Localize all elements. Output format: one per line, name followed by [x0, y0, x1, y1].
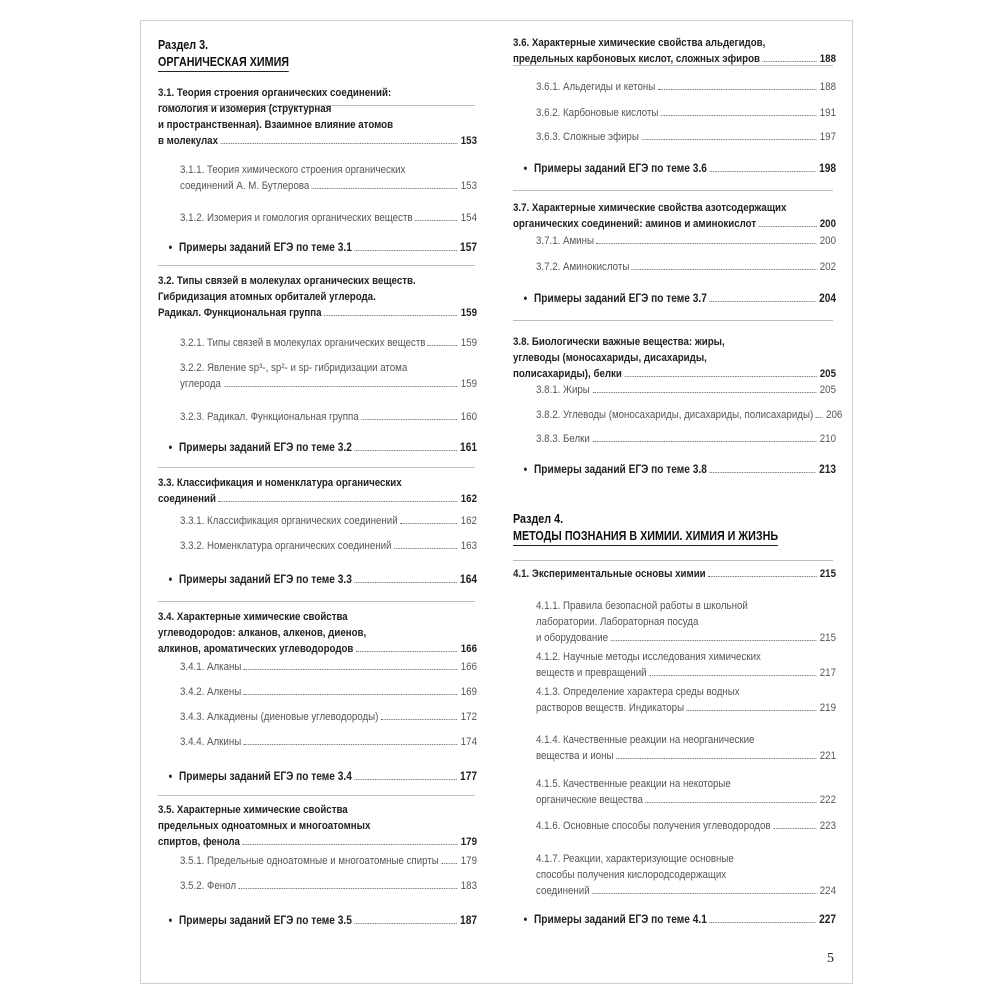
toc-subsection-entry[interactable]	[180, 684, 477, 700]
entry-title-text: Примеры заданий ЕГЭ по теме 4.1	[534, 912, 707, 926]
entry-title-text: 3.4.1. Алканы	[180, 661, 242, 673]
toc-subsection-entry[interactable]	[180, 210, 477, 226]
page-ref: 191	[819, 107, 836, 119]
entry-title-line: 4.1.2. Научные методы исследования химических	[536, 651, 761, 663]
entry-title-last-line	[536, 407, 843, 423]
dot-leader	[649, 675, 816, 676]
section-divider	[158, 467, 475, 468]
page-ref: 202	[819, 261, 836, 273]
entry-title-text: в молекулах	[158, 135, 218, 147]
toc-subsection-entry[interactable]	[180, 513, 477, 529]
page-ref: 205	[819, 368, 836, 380]
entry-title-last-line	[180, 709, 477, 725]
dot-leader	[611, 640, 817, 641]
entry-title-last-line	[536, 883, 836, 899]
entry-title-last-line	[536, 431, 836, 447]
entry-title-last-line	[534, 290, 836, 306]
entry-title-last-line	[513, 216, 836, 232]
dot-leader	[658, 89, 816, 90]
page-ref: 172	[460, 711, 477, 723]
toc-subsection-entry[interactable]	[536, 776, 836, 808]
section-heading-4	[513, 511, 778, 546]
page-ref: 169	[460, 686, 477, 698]
entry-title-last-line	[180, 734, 477, 750]
toc-section-entry[interactable]	[158, 273, 477, 321]
toc-section-entry[interactable]	[158, 609, 477, 657]
dot-leader	[624, 376, 816, 377]
toc-subsection-entry[interactable]	[536, 233, 836, 249]
dot-leader	[242, 844, 457, 845]
exam-examples-entry[interactable]	[523, 160, 836, 176]
entry-title-text: предельных карбоновых кислот, сложных эфиров	[513, 53, 760, 65]
entry-title-last-line	[180, 853, 477, 869]
entry-title-text: органических соединений: аминов и аминокислот	[513, 218, 757, 230]
entry-title-last-line	[179, 571, 477, 587]
dot-leader	[646, 802, 817, 803]
entry-title-line: углеводородов: алканов, алкенов, диенов,	[158, 627, 367, 639]
page-ref: 213	[819, 462, 836, 476]
dot-leader	[354, 450, 456, 451]
section-divider	[513, 560, 833, 561]
dot-leader	[415, 220, 457, 221]
exam-examples-entry[interactable]	[168, 912, 477, 928]
entry-title-text: 3.7.1. Амины	[536, 235, 594, 247]
dot-leader	[244, 694, 457, 695]
entry-title-last-line	[179, 912, 477, 928]
toc-section-entry[interactable]	[513, 35, 836, 67]
toc-subsection-entry[interactable]	[536, 649, 836, 681]
page-ref: 210	[819, 433, 836, 445]
entry-title-line: 3.2. Типы связей в молекулах органических веществ.	[158, 275, 416, 287]
entry-title-last-line	[179, 439, 477, 455]
page-ref: 163	[460, 540, 477, 552]
entry-title-last-line	[536, 259, 836, 275]
entry-title-last-line	[536, 129, 836, 145]
dot-leader	[597, 243, 817, 244]
entry-title-line: лаборатории. Лабораторная посуда	[536, 616, 699, 628]
entry-title-text: Примеры заданий ЕГЭ по теме 3.3	[179, 572, 352, 586]
page-ref: 161	[460, 440, 477, 454]
entry-title-line: предельных одноатомных и многоатомных	[158, 820, 371, 832]
toc-section-entry[interactable]	[513, 566, 836, 582]
toc-subsection-entry[interactable]	[536, 732, 836, 764]
toc-subsection-entry[interactable]	[180, 360, 477, 392]
entry-title-line: 3.8. Биологически важные вещества: жиры,	[513, 336, 725, 348]
section-divider	[158, 601, 475, 602]
entry-title-line: 3.1. Теория строения органических соединений:	[158, 87, 392, 99]
dot-leader	[219, 501, 458, 502]
entry-title-line: 3.3. Классификация и номенклатура органических	[158, 477, 402, 489]
page-ref: 188	[819, 53, 836, 65]
entry-title-last-line	[180, 376, 477, 392]
entry-title-last-line	[513, 51, 836, 67]
entry-title-text: веществ и превращений	[536, 667, 647, 679]
entry-title-text: Радикал. Функциональная группа	[158, 307, 322, 319]
entry-title-text: соединений А. М. Бутлерова	[180, 180, 310, 192]
entry-title-line: 4.1.1. Правила безопасной работы в школьной	[536, 600, 748, 612]
section-divider	[513, 320, 833, 321]
entry-title-text: Примеры заданий ЕГЭ по теме 3.7	[534, 291, 707, 305]
page-ref: 197	[819, 131, 836, 143]
dot-leader	[616, 758, 816, 759]
toc-subsection-entry[interactable]	[536, 431, 836, 447]
dot-leader	[394, 548, 457, 549]
entry-title-text: 3.5.2. Фенол	[180, 880, 237, 892]
toc-subsection-entry[interactable]	[180, 659, 477, 675]
toc-section-entry[interactable]	[158, 475, 477, 507]
entry-title-last-line	[536, 79, 836, 95]
exam-examples-entry[interactable]	[523, 290, 836, 306]
entry-title-line: 3.1.1. Теория химического строения органических	[180, 164, 406, 176]
toc-subsection-entry[interactable]	[536, 684, 836, 716]
page-ref: 157	[460, 240, 477, 254]
dot-leader	[641, 139, 816, 140]
dot-leader	[400, 523, 457, 524]
page-ref: 205	[819, 384, 836, 396]
entry-title-text: 3.2.1. Типы связей в молекулах органических веществ	[180, 337, 426, 349]
exam-examples-entry[interactable]	[168, 571, 477, 587]
entry-title-text: 3.8.1. Жиры	[536, 384, 590, 396]
entry-title-text: 3.7.2. Аминокислоты	[536, 261, 630, 273]
toc-subsection-entry[interactable]	[180, 335, 477, 351]
dot-leader	[428, 345, 457, 346]
entry-title-text: 3.6.2. Карбоновые кислоты	[536, 107, 659, 119]
entry-title-last-line	[536, 700, 836, 716]
entry-title-text: 3.3.1. Классификация органических соединений	[180, 515, 398, 527]
section-number: Раздел 3.	[158, 38, 209, 52]
bullet-icon: •	[523, 291, 528, 305]
entry-title-last-line	[158, 305, 477, 321]
toc-subsection-entry[interactable]	[180, 853, 477, 869]
entry-title-line: способы получения кислородсодержащих	[536, 869, 727, 881]
toc-subsection-entry[interactable]	[536, 851, 836, 899]
entry-title-last-line	[534, 911, 836, 927]
dot-leader	[354, 779, 456, 780]
entry-title-text: 3.8.3. Белки	[536, 433, 590, 445]
page-ref: 153	[460, 135, 477, 147]
entry-title-line: 3.5. Характерные химические свойства	[158, 804, 348, 816]
section-heading-3	[158, 37, 289, 72]
dot-leader	[239, 888, 458, 889]
dot-leader	[592, 441, 816, 442]
entry-title-last-line	[158, 834, 477, 850]
dot-leader	[354, 250, 456, 251]
exam-examples-entry[interactable]	[168, 439, 477, 455]
toc-subsection-entry[interactable]	[536, 259, 836, 275]
entry-title-last-line	[534, 461, 836, 477]
dot-leader	[224, 386, 458, 387]
bullet-icon: •	[168, 769, 173, 783]
page-ref: 179	[460, 836, 477, 848]
entry-title-text: 3.2.3. Радикал. Функциональная группа	[180, 411, 359, 423]
entry-title-last-line	[513, 566, 836, 582]
entry-title-text: Примеры заданий ЕГЭ по теме 3.8	[534, 462, 707, 476]
page-ref: 159	[460, 307, 477, 319]
dot-leader	[244, 744, 458, 745]
entry-title-line: 4.1.5. Качественные реакции на некоторые	[536, 778, 731, 790]
entry-title-text: 4.1.6. Основные способы получения углеводородов	[536, 820, 771, 832]
dot-leader	[244, 669, 457, 670]
dot-leader	[709, 472, 815, 473]
entry-title-last-line	[180, 538, 477, 554]
page-ref: 188	[819, 81, 836, 93]
entry-title-text: 3.4.4. Алкины	[180, 736, 242, 748]
toc-subsection-entry[interactable]	[536, 818, 836, 834]
entry-title-last-line	[536, 233, 836, 249]
dot-leader	[361, 419, 457, 420]
page-ref: 153	[460, 180, 477, 192]
entry-title-text: Примеры заданий ЕГЭ по теме 3.5	[179, 913, 352, 927]
page-ref: 217	[819, 667, 836, 679]
entry-title-text: Примеры заданий ЕГЭ по теме 3.6	[534, 161, 707, 175]
entry-title-last-line	[180, 210, 477, 226]
entry-title-text: спиртов, фенола	[158, 836, 240, 848]
page-ref: 159	[460, 378, 477, 390]
entry-title-text: полисахариды), белки	[513, 368, 622, 380]
entry-title-last-line	[536, 665, 836, 681]
page-ref: 215	[819, 568, 836, 580]
entry-title-text: 3.4.3. Алкадиены (диеновые углеводороды)	[180, 711, 379, 723]
toc-subsection-entry[interactable]	[536, 407, 843, 423]
section-title: МЕТОДЫ ПОЗНАНИЯ В ХИМИИ. ХИМИЯ И ЖИЗНЬ	[513, 528, 778, 546]
toc-subsection-entry[interactable]	[180, 409, 477, 425]
entry-title-last-line	[180, 659, 477, 675]
entry-title-last-line	[536, 630, 836, 646]
page-ref: 162	[460, 515, 477, 527]
page-ref: 174	[460, 736, 477, 748]
page-ref: 154	[460, 212, 477, 224]
entry-title-last-line	[158, 133, 477, 149]
exam-examples-entry[interactable]	[168, 768, 477, 784]
entry-title-text: органические вещества	[536, 794, 643, 806]
entry-title-last-line	[536, 748, 836, 764]
dot-leader	[687, 710, 817, 711]
section-divider	[158, 265, 475, 266]
toc-section-entry[interactable]	[158, 85, 477, 149]
dot-leader	[312, 188, 457, 189]
entry-title-line: 3.2.2. Явление sp³-, sp²- и sp- гибридизации атома	[180, 362, 408, 374]
page-ref: 219	[819, 702, 836, 714]
page-ref: 166	[460, 661, 477, 673]
entry-title-line: 4.1.4. Качественные реакции на неорганические	[536, 734, 755, 746]
page-ref: 159	[460, 337, 477, 349]
toc-subsection-entry[interactable]	[180, 162, 477, 194]
bullet-icon: •	[168, 240, 173, 254]
entry-title-last-line	[180, 409, 477, 425]
dot-leader	[324, 315, 457, 316]
entry-title-last-line	[180, 335, 477, 351]
dot-leader	[632, 269, 816, 270]
entry-title-text: соединений	[536, 885, 590, 897]
entry-title-text: 3.3.2. Номенклатура органических соединений	[180, 540, 392, 552]
dot-leader	[708, 576, 816, 577]
page-number: 5	[827, 951, 834, 966]
section-divider	[158, 795, 475, 796]
entry-title-text: вещества и ионы	[536, 750, 614, 762]
page-ref: 183	[460, 880, 477, 892]
entry-title-line: и пространственная). Взаимное влияние атомов	[158, 119, 394, 131]
exam-examples-entry[interactable]	[168, 239, 477, 255]
toc-subsection-entry[interactable]	[536, 105, 836, 121]
page-ref: 215	[819, 632, 836, 644]
bullet-icon: •	[168, 913, 173, 927]
page-ref: 198	[819, 161, 836, 175]
entry-title-text: и оборудование	[536, 632, 609, 644]
entry-title-text: алкинов, ароматических углеводородов	[158, 643, 354, 655]
page-ref: 227	[819, 912, 836, 926]
page-ref: 200	[819, 218, 836, 230]
entry-title-last-line	[513, 366, 836, 382]
entry-title-text: углерода	[180, 378, 221, 390]
entry-title-line: 3.7. Характерные химические свойства азотсодержащих	[513, 202, 787, 214]
page-ref: 160	[460, 411, 477, 423]
dot-leader	[592, 392, 816, 393]
dot-leader	[592, 893, 816, 894]
dot-leader	[354, 582, 456, 583]
page-ref: 166	[460, 643, 477, 655]
entry-title-last-line	[536, 792, 836, 808]
dot-leader	[709, 171, 815, 172]
toc-subsection-entry[interactable]	[180, 734, 477, 750]
page-ref: 206	[826, 409, 843, 421]
entry-title-last-line	[180, 178, 477, 194]
entry-title-last-line	[158, 641, 477, 657]
entry-title-line: Гибридизация атомных орбиталей углерода.	[158, 291, 376, 303]
toc-subsection-entry[interactable]	[536, 79, 836, 95]
dot-leader	[661, 115, 816, 116]
toc-page	[140, 20, 853, 984]
dot-leader	[763, 61, 817, 62]
bullet-icon: •	[523, 912, 528, 926]
dot-leader	[441, 863, 457, 864]
entry-title-last-line	[536, 105, 836, 121]
section-divider	[513, 190, 833, 191]
entry-title-line: 3.6. Характерные химические свойства альдегидов,	[513, 37, 766, 49]
bullet-icon: •	[523, 462, 528, 476]
toc-section-entry[interactable]	[158, 802, 477, 850]
toc-section-entry[interactable]	[513, 200, 836, 232]
page-ref: 221	[819, 750, 836, 762]
page-ref: 200	[819, 235, 836, 247]
toc-subsection-entry[interactable]	[536, 598, 836, 646]
entry-title-text: растворов веществ. Индикаторы	[536, 702, 685, 714]
section-title: ОРГАНИЧЕСКАЯ ХИМИЯ	[158, 54, 289, 72]
page-ref: 179	[460, 855, 477, 867]
page-ref: 204	[819, 291, 836, 305]
page-ref: 224	[819, 885, 836, 897]
entry-title-line: 4.1.3. Определение характера среды водных	[536, 686, 740, 698]
bullet-icon: •	[168, 572, 173, 586]
page-ref: 222	[819, 794, 836, 806]
dot-leader	[221, 143, 458, 144]
toc-subsection-entry[interactable]	[180, 538, 477, 554]
entry-title-text: 3.8.2. Углеводы (моносахариды, дисахариды, полисахариды)	[536, 409, 814, 421]
entry-title-text: 4.1. Экспериментальные основы химии	[513, 568, 706, 580]
entry-title-line: гомология и изомерия (структурная	[158, 103, 332, 115]
toc-subsection-entry[interactable]	[180, 878, 477, 894]
entry-title-text: 3.4.2. Алкены	[180, 686, 242, 698]
entry-title-last-line	[158, 491, 477, 507]
dot-leader	[709, 922, 815, 923]
entry-title-last-line	[534, 160, 836, 176]
dot-leader	[759, 226, 817, 227]
dot-leader	[354, 923, 456, 924]
toc-subsection-entry[interactable]	[536, 382, 836, 398]
entry-title-text: Примеры заданий ЕГЭ по теме 3.1	[179, 240, 352, 254]
entry-title-line: 3.4. Характерные химические свойства	[158, 611, 348, 623]
entry-title-last-line	[179, 768, 477, 784]
exam-examples-entry[interactable]	[523, 911, 836, 927]
page-ref: 164	[460, 572, 477, 586]
entry-title-last-line	[180, 513, 477, 529]
bullet-icon: •	[523, 161, 528, 175]
entry-title-text: Примеры заданий ЕГЭ по теме 3.2	[179, 440, 352, 454]
entry-title-line: 4.1.7. Реакции, характеризующие основные	[536, 853, 734, 865]
entry-title-line: углеводы (моносахариды, дисахариды,	[513, 352, 707, 364]
entry-title-text: 3.6.3. Сложные эфиры	[536, 131, 639, 143]
toc-section-entry[interactable]	[513, 334, 836, 382]
entry-title-last-line	[180, 878, 477, 894]
dot-leader	[816, 417, 823, 418]
page-ref: 177	[460, 769, 477, 783]
dot-leader	[709, 301, 815, 302]
toc-subsection-entry[interactable]	[536, 129, 836, 145]
entry-title-last-line	[180, 684, 477, 700]
entry-title-text: соединений	[158, 493, 216, 505]
page-ref: 187	[460, 913, 477, 927]
dot-leader	[356, 651, 457, 652]
entry-title-last-line	[536, 818, 836, 834]
exam-examples-entry[interactable]	[523, 461, 836, 477]
entry-title-text: 3.6.1. Альдегиды и кетоны	[536, 81, 656, 93]
entry-title-last-line	[179, 239, 477, 255]
dot-leader	[381, 719, 457, 720]
entry-title-text: 3.1.2. Изомерия и гомология органических веществ	[180, 212, 413, 224]
entry-title-last-line	[536, 382, 836, 398]
dot-leader	[773, 828, 816, 829]
toc-subsection-entry[interactable]	[180, 709, 477, 725]
page-ref: 162	[460, 493, 477, 505]
entry-title-text: 3.5.1. Предельные одноатомные и многоатомные спирты	[180, 855, 439, 867]
section-number: Раздел 4.	[513, 512, 564, 526]
page-ref: 223	[819, 820, 836, 832]
entry-title-text: Примеры заданий ЕГЭ по теме 3.4	[179, 769, 352, 783]
bullet-icon: •	[168, 440, 173, 454]
